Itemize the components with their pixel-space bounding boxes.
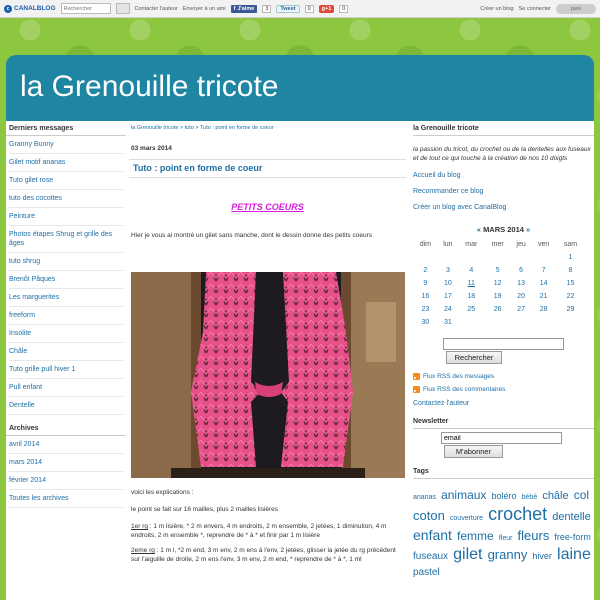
tweet-count: 0 [305, 5, 314, 13]
create-blog-link[interactable]: Créer un blog [480, 5, 514, 12]
calendar-day-label: sam [563, 241, 578, 248]
calendar-next-arrow[interactable]: » [526, 225, 531, 234]
login-link[interactable]: Se connecter [518, 5, 551, 12]
calendar-day[interactable]: 10 [443, 280, 452, 287]
recent-post-link[interactable]: Tuto gilet rose [9, 172, 123, 190]
calendar-cell [556, 316, 585, 329]
newsletter-email-input[interactable] [441, 432, 562, 444]
calendar-day[interactable]: 23 [421, 306, 430, 313]
newsletter-heading: Newsletter [413, 414, 594, 429]
calendar-day-label: lun [443, 241, 453, 248]
canalblog-icon: c [4, 5, 12, 13]
blog-search-input[interactable] [443, 338, 564, 350]
tag-link[interactable]: enfant [413, 527, 452, 543]
calendar-day[interactable]: 14 [539, 280, 548, 287]
knitted-vest-photo [131, 272, 405, 478]
archive-link[interactable]: avril 2014 [9, 436, 123, 454]
calendar-day-label: ven [538, 241, 550, 248]
google-plus-button[interactable]: g+1 [319, 5, 335, 13]
canalblog-logo[interactable] [4, 5, 56, 13]
calendar-day[interactable]: 29 [566, 306, 575, 313]
tweet-button[interactable]: Tweet [276, 5, 299, 13]
tag-link[interactable]: châle [542, 490, 569, 502]
rss-posts-label: Flux RSS des messages [423, 373, 495, 380]
calendar-cell [511, 316, 531, 329]
toolbar-search-input[interactable] [61, 3, 111, 14]
calendar-day[interactable]: 15 [566, 280, 575, 287]
tag-link[interactable]: col [573, 488, 590, 502]
calendar-month: MARS 2014 [483, 225, 524, 234]
tag-link[interactable]: coton [413, 508, 445, 523]
calendar-day[interactable]: 21 [539, 293, 548, 300]
facebook-like-button[interactable] [231, 5, 258, 13]
recent-post-link[interactable]: Peinture [9, 208, 123, 226]
calendar-day[interactable]: 7 [541, 267, 546, 274]
calendar-day[interactable]: 1 [568, 254, 573, 261]
calendar-day[interactable]: 2 [423, 267, 428, 274]
calendar-prev-arrow[interactable]: « [476, 225, 481, 234]
tag-link[interactable]: hiver [532, 551, 552, 561]
calendar-day[interactable]: 3 [445, 267, 450, 274]
recent-post-link[interactable]: freeform [9, 307, 123, 325]
recommend-blog-link[interactable]: Recommander ce blog [413, 188, 484, 195]
calendar-cell [413, 251, 438, 264]
tag-link[interactable]: ananas [413, 494, 436, 501]
recent-post-link[interactable]: tuto shrug [9, 253, 123, 271]
calendar-day-label: dim [419, 241, 431, 248]
calendar-day-today[interactable]: 11 [467, 280, 475, 287]
send-friend-link[interactable]: Envoyer à un ami [182, 5, 226, 12]
calendar-day[interactable]: 16 [421, 293, 430, 300]
contact-author-sidebar-link[interactable]: Contactez l'auteur [413, 400, 470, 407]
blog-header [6, 55, 594, 121]
tag-link[interactable]: animaux [441, 488, 487, 502]
facebook-like-count: 3 [262, 5, 271, 13]
recent-post-link[interactable]: Tuto grille pull hiver 1 [9, 361, 123, 379]
post-title[interactable]: Tuto : point en forme de coeur [129, 159, 406, 178]
calendar-cell [438, 251, 458, 264]
calendar-day[interactable]: 28 [539, 306, 548, 313]
post-date: 03 mars 2014 [131, 145, 172, 152]
calendar-day[interactable]: 6 [519, 267, 524, 274]
row-2-label: 2eme rg [131, 547, 155, 554]
tag-link[interactable]: fleurs [517, 528, 550, 543]
calendar-cell [531, 251, 556, 264]
calendar-day[interactable]: 4 [469, 267, 474, 274]
facebook-icon: f [233, 5, 236, 12]
archive-link[interactable]: mars 2014 [9, 454, 123, 472]
calendar-day-label: mer [491, 241, 504, 248]
row-2-instructions [129, 546, 406, 564]
rss-icon [413, 386, 420, 393]
tag-link[interactable]: femme [457, 529, 494, 543]
tag-link[interactable]: granny [487, 547, 528, 562]
tag-link[interactable]: fleur [498, 535, 513, 542]
content-panel [6, 121, 594, 600]
blog-home-link[interactable]: Accueil du blog [413, 172, 461, 179]
post-content [129, 121, 406, 563]
rss-comments-label: Flux RSS des commentaires [423, 386, 506, 393]
left-sidebar [6, 121, 126, 508]
calendar-cell [511, 251, 531, 264]
calendar-day[interactable]: 12 [493, 280, 502, 287]
recent-post-link[interactable]: tuto des cocottes [9, 190, 123, 208]
recent-post-link[interactable]: Châle [9, 343, 123, 361]
create-blog-canalblog-link[interactable]: Créer un blog avec CanalBlog [413, 204, 507, 211]
calendar-day[interactable]: 18 [467, 293, 476, 300]
blog-search-button[interactable]: Rechercher [446, 351, 502, 364]
calendar-day-label: mar [465, 241, 478, 248]
calendar-cell [484, 316, 510, 329]
tag-link[interactable]: fuseaux [413, 551, 449, 562]
about-description: la passion du tricot, du crochet ou de la dentelles aux fuseaux et de tout ce qui touche à la création de nos 10 doigts [413, 146, 591, 162]
post-setup: le point se fait sur 16 mailles, plus 2 mailles lisières [131, 506, 279, 513]
recent-post-link[interactable]: Granny Bunny [9, 136, 123, 154]
post-intro: Hier je vous ai montré un gilet sans manche, dont le dessin donne des petits coeurs [131, 232, 372, 239]
calendar-day[interactable]: 31 [443, 319, 452, 326]
tag-link[interactable]: couverture [449, 515, 483, 522]
recent-post-link[interactable]: Brenôt Pâques [9, 271, 123, 289]
calendar-day[interactable]: 27 [517, 306, 525, 313]
row-2-text: : 1 m l, *2 m end, 3 m env, 2 m ens à l'env, 2 jetées, glisser la jetée du rg précédent sur l'aiguille de droite, 2 m ens l'env, 3 m env, 2 m end, * reprendre de * à *, 1 ml [131, 547, 396, 563]
calendar-day[interactable]: 17 [443, 293, 452, 300]
calendar-day[interactable]: 26 [493, 306, 502, 313]
calendar-day[interactable]: 5 [495, 267, 500, 274]
recent-post-link[interactable]: Insolite [9, 325, 123, 343]
calendar-day[interactable]: 9 [423, 280, 428, 287]
rss-posts-link[interactable] [413, 373, 594, 380]
tag-link[interactable]: crochet [488, 504, 548, 524]
calendar-day-label: jeu [516, 241, 526, 248]
calendar-day[interactable]: 8 [568, 267, 573, 274]
tag-link[interactable]: bébé [521, 494, 538, 501]
tag-link[interactable]: gilet [453, 546, 483, 563]
calendar-day[interactable]: 13 [517, 280, 525, 287]
calendar-day[interactable]: 30 [421, 319, 430, 326]
archives-heading: Archives [6, 421, 126, 436]
toolbar-search-button[interactable] [116, 3, 130, 14]
section-title: PETITS COEURS [231, 202, 304, 212]
calendar [413, 238, 585, 329]
top-toolbar [0, 0, 600, 18]
calendar-header [413, 225, 594, 234]
recent-post-link[interactable]: Dentelle [9, 397, 123, 415]
recent-post-link[interactable]: Les marguerites [9, 289, 123, 307]
tag-link[interactable]: laine [557, 546, 591, 563]
tag-cloud [413, 487, 594, 581]
calendar-day[interactable]: 24 [443, 306, 452, 313]
recent-post-link[interactable]: Pull enfant [9, 379, 123, 397]
breadcrumb[interactable]: la Grenouille tricote > tuto > Tuto : point en forme de coeur [131, 125, 274, 131]
rss-comments-link[interactable] [413, 386, 594, 393]
tag-link[interactable]: pastel [413, 567, 440, 578]
right-sidebar [413, 121, 594, 581]
tag-link[interactable]: free-form [554, 532, 591, 542]
calendar-cell [531, 316, 556, 329]
newsletter-subscribe-button[interactable]: M'abonner [444, 445, 503, 458]
facebook-like-label: J'aime [237, 5, 255, 12]
calendar-day[interactable]: 25 [467, 306, 476, 313]
rss-icon [413, 373, 420, 380]
about-heading: la Grenouille tricote [413, 121, 594, 136]
calendar-day[interactable]: 22 [566, 293, 575, 300]
post-explain: voici les explications : [131, 489, 194, 496]
calendar-cell [484, 251, 510, 264]
google-plus-count: 0 [339, 5, 348, 13]
calendar-day[interactable]: 20 [517, 293, 525, 300]
calendar-day[interactable]: 19 [493, 293, 502, 300]
archive-link[interactable]: Toutes les archives [9, 490, 123, 508]
tag-link[interactable]: dentelle [552, 511, 591, 523]
knitted-vest-image [131, 272, 405, 478]
recent-post-link[interactable]: Photos étapes Shrug et grille des âges [9, 226, 123, 253]
archive-link[interactable]: février 2014 [9, 472, 123, 490]
tags-heading: Tags [413, 464, 594, 479]
row-1-instructions [129, 522, 406, 540]
tag-link[interactable]: boléro [491, 491, 517, 501]
contact-author-link[interactable]: Contacter l'auteur [134, 5, 178, 12]
calendar-cell [458, 316, 484, 329]
recent-post-link[interactable]: Gilet motif ananas [9, 154, 123, 172]
partner-logo[interactable]: pure [556, 4, 596, 14]
row-1-label: 1er rg [131, 523, 148, 530]
canalblog-brand: CANALBLOG [14, 5, 56, 12]
calendar-cell [458, 251, 484, 264]
row-1-text: : 1 m lisière, * 2 m envers, 4 m endroits, 2 m ensemble, 2 jetées, 1 diminution, 4 m endroits, 2 m ensemble *, reprendre de * à * et finir par 1 m lisière [131, 523, 387, 539]
blog-title[interactable]: la Grenouille tricote [20, 70, 279, 103]
recent-posts-heading: Derniers messages [6, 121, 126, 136]
